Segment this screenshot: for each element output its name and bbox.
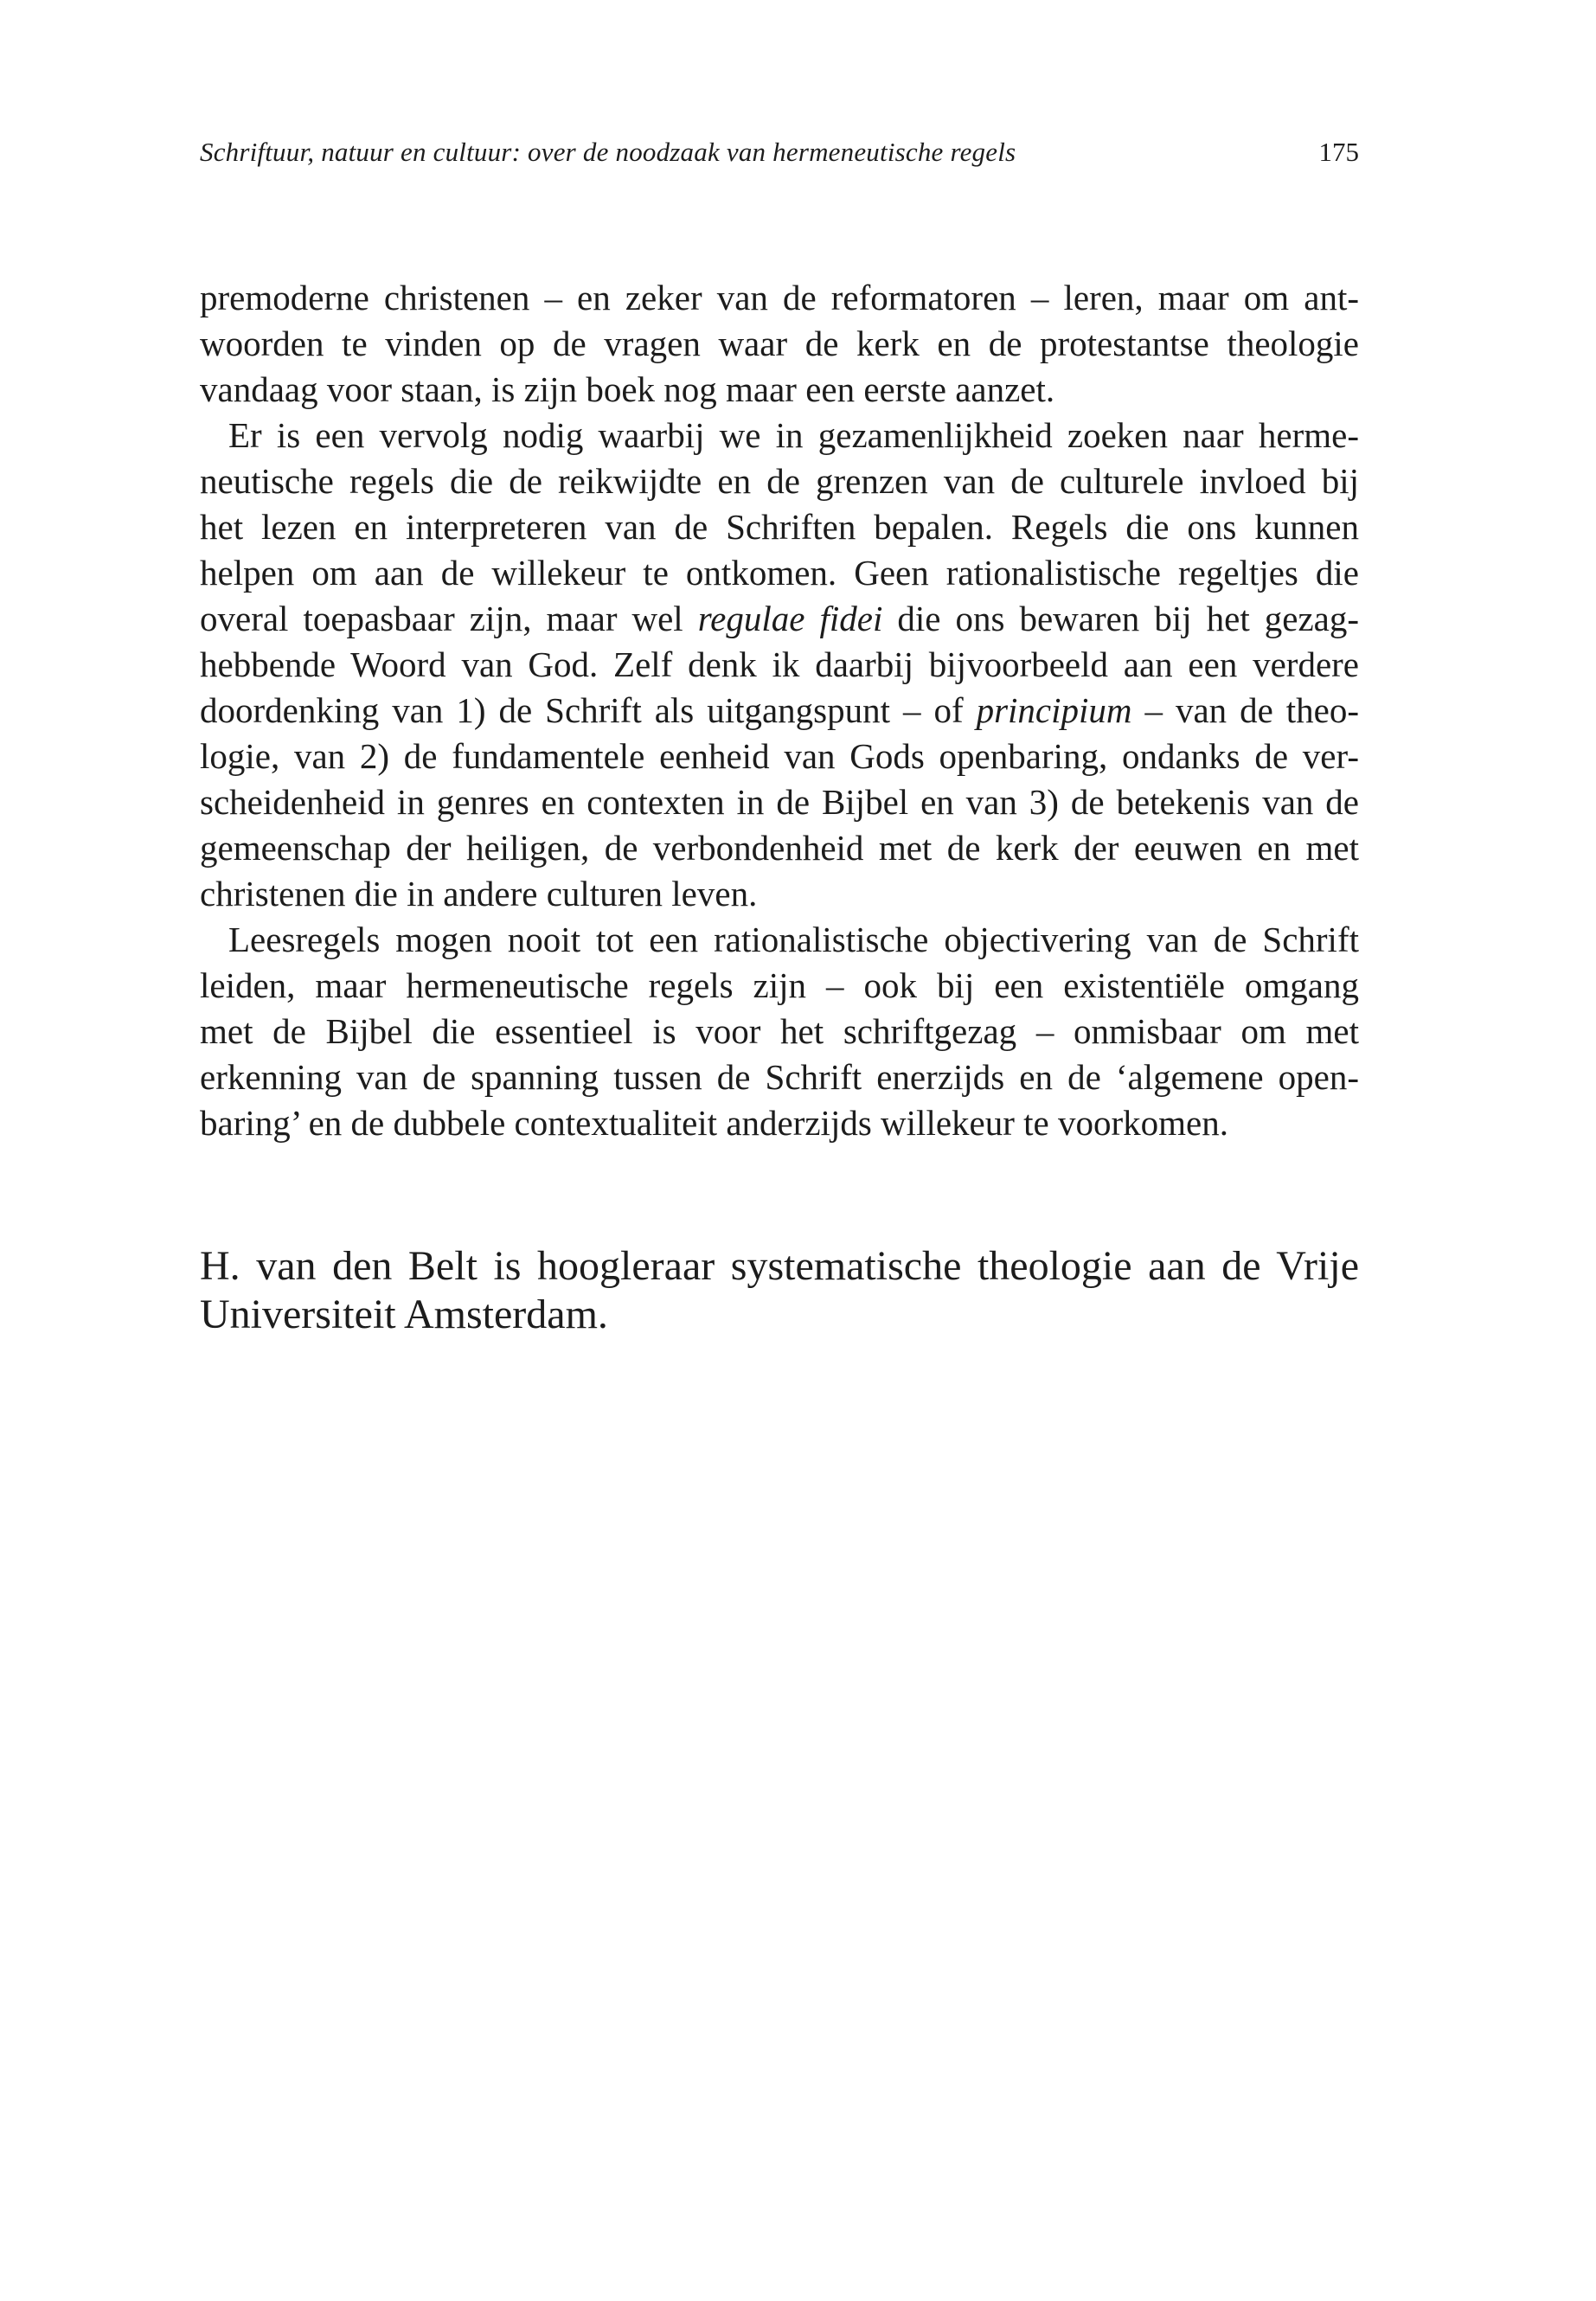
page-number: 175	[1318, 137, 1359, 167]
text-line: neutische regels die de reikwijdte en de grenzen van de culturele invloed bij	[200, 461, 1359, 501]
text-run: doordenking van 1) de Schrift als uitgangspunt – of	[200, 690, 977, 730]
body-text	[200, 275, 1359, 1146]
text-line	[200, 596, 1359, 642]
italic-term-principium: principium	[976, 690, 1132, 730]
author-note-line: H. van den Belt is hoogleraar systematische theologie aan de Vrije	[200, 1243, 1359, 1289]
paragraph-2	[200, 413, 1359, 917]
text-line: hebbende Woord van God. Zelf denk ik daarbij bijvoorbeeld aan een verdere	[200, 644, 1359, 684]
text-line: Leesregels mogen nooit tot een rationalistische objectivering van de Schrift	[228, 920, 1359, 959]
author-note	[200, 1242, 1359, 1339]
text-line	[200, 688, 1359, 734]
running-title: Schriftuur, natuur en cultuur: over de noodzaak van hermeneutische regels	[200, 137, 1016, 167]
text-line: Er is een vervolg nodig waarbij we in gezamenlijkheid zoeken naar herme-	[228, 415, 1359, 455]
author-note-line: Universiteit Amsterdam.	[200, 1292, 608, 1337]
text-line: baring’ en de dubbele contextualiteit anderzijds willekeur te voorkomen.	[200, 1103, 1228, 1143]
text-line: premoderne christenen – en zeker van de reformatoren – leren, maar om ant-	[200, 278, 1359, 317]
text-line: vandaag voor staan, is zijn boek nog maar een eerste aanzet.	[200, 369, 1055, 409]
text-line: leiden, maar hermeneutische regels zijn – ook bij een existentiële omgang	[200, 965, 1359, 1005]
text-line: logie, van 2) de fundamentele eenheid van Gods openbaring, ondanks de ver-	[200, 736, 1359, 776]
text-line: het lezen en interpreteren van de Schriften bepalen. Regels die ons kunnen	[200, 507, 1359, 547]
italic-term-regulae-fidei: regulae fidei	[697, 599, 883, 638]
text-run: die ons bewaren bij het gezag-	[882, 599, 1359, 638]
text-run: – van de theo-	[1131, 690, 1360, 730]
running-head	[200, 137, 1359, 180]
text-line: gemeenschap der heiligen, de verbondenheid met de kerk der eeuwen en met	[200, 828, 1359, 868]
text-line: scheidenheid in genres en contexten in de Bijbel en van 3) de betekenis van de	[200, 782, 1359, 822]
text-run: overal toepasbaar zijn, maar wel	[200, 599, 698, 638]
text-line: woorden te vinden op de vragen waar de kerk en de protestantse theologie	[200, 324, 1359, 363]
text-line: christenen die in andere culturen leven.	[200, 874, 758, 913]
text-line: helpen om aan de willekeur te ontkomen. Geen rationalistische regeltjes die	[200, 553, 1359, 593]
paragraph-3	[200, 917, 1359, 1146]
text-line: met de Bijbel die essentieel is voor het schriftgezag – onmisbaar om met	[200, 1011, 1359, 1051]
paragraph-1	[200, 275, 1359, 413]
text-line: erkenning van de spanning tussen de Schrift enerzijds en de ‘algemene open-	[200, 1057, 1359, 1097]
